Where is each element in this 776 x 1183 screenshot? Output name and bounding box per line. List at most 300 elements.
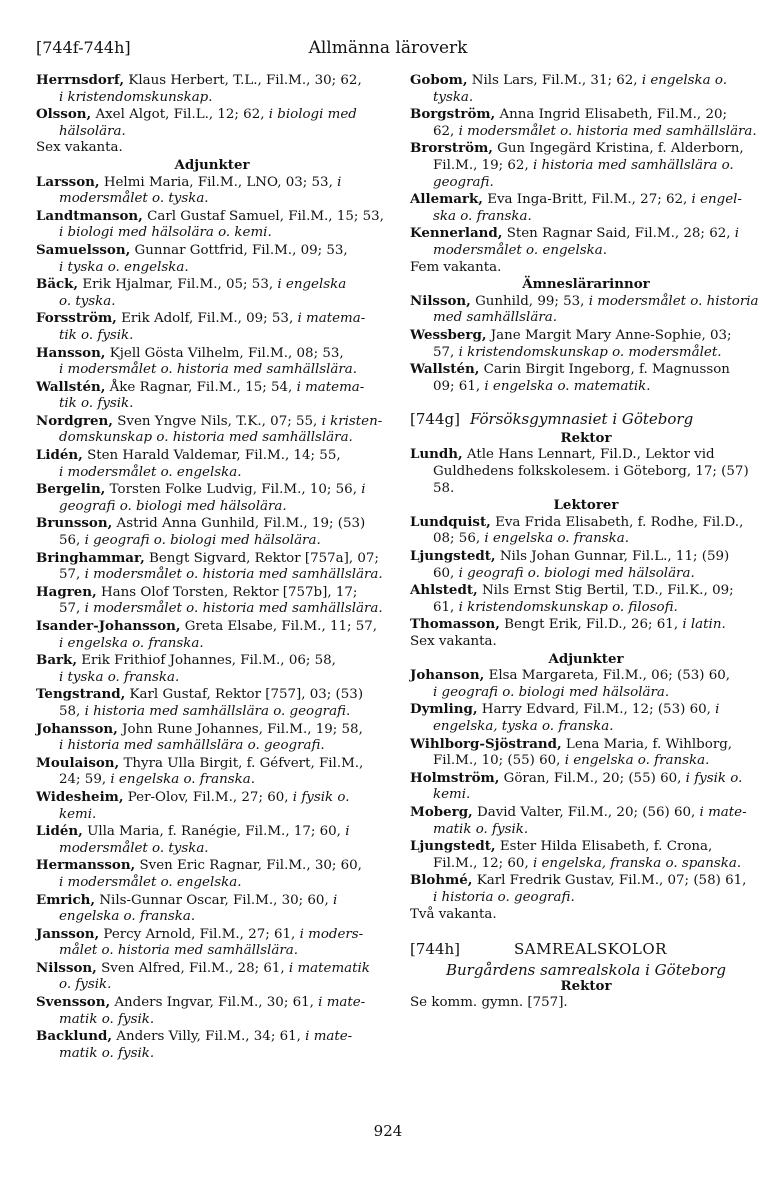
entry-continuation bbox=[36, 636, 388, 653]
entry-continuation bbox=[36, 807, 388, 824]
entry-subjects: i tyska o. engelska. bbox=[59, 259, 189, 275]
entry-name: Lidén, bbox=[36, 823, 83, 840]
entry-first-line bbox=[36, 721, 388, 739]
section-code: [744h] bbox=[410, 940, 460, 959]
entry-first-line bbox=[36, 1028, 388, 1046]
entry-continuation bbox=[410, 90, 762, 107]
subheading-lektorer: Lektorer bbox=[553, 497, 619, 514]
entry-text: 61, bbox=[433, 599, 455, 615]
page-number: 924 bbox=[373, 1122, 403, 1140]
entry-continuation bbox=[410, 310, 762, 327]
entry-text: Fil.M., 19; 62, bbox=[433, 157, 529, 173]
list-item bbox=[36, 276, 388, 310]
entry-name: Wallstén, bbox=[410, 361, 480, 378]
list-item bbox=[36, 208, 388, 242]
entry-name: Moulaison, bbox=[36, 754, 120, 771]
entry-subjects: i bbox=[734, 226, 740, 242]
section-title: Försöksgymnasiet i Göteborg bbox=[469, 410, 694, 429]
entry-continuation bbox=[36, 875, 388, 892]
list-item bbox=[36, 515, 388, 549]
entry-continuation bbox=[36, 191, 388, 208]
entry-text: Thyra Ulla Birgit, f. Géfvert, Fil.M., bbox=[123, 755, 364, 771]
entry-text: Helmi Maria, Fil.M., LNO, 03; 53, bbox=[103, 174, 333, 190]
entry-first-line bbox=[36, 755, 388, 773]
entry-name: Svensson, bbox=[36, 994, 111, 1011]
list-item bbox=[36, 892, 388, 926]
list-item bbox=[410, 191, 762, 225]
section-heading-744g bbox=[410, 411, 762, 428]
section-title: SAMREALSKOLOR bbox=[514, 940, 667, 959]
entry-subjects: i bbox=[715, 702, 720, 718]
entry-text: Bengt Erik, Fil.D., 26; 61, bbox=[504, 617, 679, 633]
entry-subjects: i fysik o. bbox=[685, 770, 743, 786]
entry-text: John Rune Johannes, Fil.M., 19; 58, bbox=[122, 721, 363, 737]
entry-name: Brunsson, bbox=[36, 515, 113, 532]
list-item bbox=[36, 960, 388, 994]
subheading-adjunkter: Adjunkter bbox=[548, 650, 624, 667]
subheading-rektor: Rektor bbox=[560, 978, 612, 995]
list-item bbox=[410, 225, 762, 259]
entry-text: Eva Frida Elisabeth, f. Rodhe, Fil.D., bbox=[495, 514, 744, 530]
list-item bbox=[410, 667, 762, 701]
entry-subjects: matik o. fysik. bbox=[59, 1011, 155, 1027]
entry-name: Hansson, bbox=[36, 344, 106, 361]
entry-name: Nilsson, bbox=[410, 292, 471, 309]
entry-text: Greta Elsabe, Fil.M., 11; 57, bbox=[184, 619, 378, 634]
entry-first-line bbox=[410, 770, 762, 788]
entry-name: Hagren, bbox=[36, 583, 97, 600]
entry-first-line bbox=[410, 514, 762, 532]
list-item bbox=[410, 140, 762, 191]
list-item bbox=[410, 872, 762, 906]
list-item bbox=[410, 770, 762, 804]
entry-name: Holmström, bbox=[410, 769, 500, 786]
entry-continuation bbox=[36, 841, 388, 858]
entry-text: Klaus Herbert, T.L., Fil.M., 30; 62, bbox=[128, 73, 362, 88]
entry-subjects: tik o. fysik. bbox=[59, 396, 134, 412]
list-item bbox=[36, 550, 388, 584]
entry-name: Bergelin, bbox=[36, 481, 106, 498]
entry-continuation bbox=[36, 362, 388, 379]
entry-text: Sven Alfred, Fil.M., 28; 61, bbox=[101, 960, 285, 976]
list-item bbox=[36, 755, 388, 789]
entry-first-line bbox=[410, 327, 762, 345]
reference-note: Se komm. gymn. [757]. bbox=[410, 994, 568, 1010]
entry-name: Lidén, bbox=[36, 447, 83, 464]
entry-first-line bbox=[36, 447, 388, 465]
entry-text: Karl Fredrik Gustav, Fil.M., 07; (58) 61, bbox=[476, 873, 747, 889]
list-item bbox=[36, 926, 388, 960]
entry-subjects: i modersmålet o. engelska. bbox=[59, 464, 242, 480]
entry-continuation bbox=[36, 1012, 388, 1029]
entry-subjects: tyska. bbox=[433, 89, 474, 105]
entry-text: 57, bbox=[59, 601, 81, 617]
entry-text: Axel Algot, Fil.L., 12; 62, bbox=[95, 107, 265, 123]
entry-text: 57, bbox=[59, 567, 81, 583]
entry-name: Blohmé, bbox=[410, 872, 473, 889]
vacancy-note: Sex vakanta. bbox=[410, 634, 497, 649]
entry-subjects: i kristendomskunskap. bbox=[59, 89, 213, 105]
entry-subjects: i tyska o. franska. bbox=[59, 669, 180, 685]
entry-continuation bbox=[36, 1046, 388, 1063]
list-item bbox=[36, 310, 388, 344]
page-title: Allmänna läroverk bbox=[308, 38, 468, 58]
list-item bbox=[36, 242, 388, 276]
entry-subjects: i engelska o. franska. bbox=[484, 531, 629, 547]
list-item bbox=[36, 174, 388, 208]
entry-continuation bbox=[410, 600, 762, 617]
entry-continuation bbox=[410, 856, 762, 873]
entry-name: Hermansson, bbox=[36, 857, 136, 874]
entry-text: 24; 59, bbox=[59, 772, 107, 788]
entry-first-line bbox=[36, 379, 388, 397]
entry-first-line bbox=[36, 618, 388, 636]
entry-name: Bark, bbox=[36, 652, 77, 669]
entry-text: Torsten Folke Ludvig, Fil.M., 10; 56, bbox=[109, 482, 357, 498]
entry-subjects: i modersmålet o. historia med samhällslära. bbox=[84, 601, 383, 617]
entry-continuation bbox=[36, 601, 388, 618]
vacancy-note: Två vakanta. bbox=[410, 906, 497, 922]
entry-subjects: kemi. bbox=[433, 787, 471, 803]
entry-name: Tengstrand, bbox=[36, 686, 126, 703]
entry-subjects: o. fysik. bbox=[59, 977, 112, 993]
entry-continuation bbox=[36, 533, 388, 550]
list-item bbox=[36, 994, 388, 1028]
entry-name: Lundh, bbox=[410, 446, 463, 463]
entry-subjects: i matema- bbox=[296, 379, 365, 395]
entry-text: Guldhedens folkskolesem. i Göteborg, 17; (57) bbox=[433, 464, 749, 480]
list-item bbox=[36, 686, 388, 720]
list-item bbox=[410, 548, 762, 582]
list-item bbox=[36, 447, 388, 481]
entry-continuation bbox=[36, 670, 388, 687]
entry-first-line bbox=[36, 106, 388, 124]
list-item bbox=[36, 618, 388, 652]
entry-text: Sven Eric Ragnar, Fil.M., 30; 60, bbox=[139, 858, 362, 874]
entry-first-line bbox=[410, 72, 762, 90]
list-item bbox=[36, 106, 388, 140]
entry-name: Bäck, bbox=[36, 276, 79, 293]
entry-first-line bbox=[410, 361, 762, 379]
entry-name: Backlund, bbox=[36, 1028, 113, 1045]
list-item bbox=[410, 616, 762, 634]
entry-subjects: geografi o. biologi med hälsolära. bbox=[59, 498, 287, 514]
entry-text: Nils-Gunnar Oscar, Fil.M., 30; 60, bbox=[99, 892, 329, 908]
entry-first-line bbox=[36, 857, 388, 875]
entry-first-line bbox=[410, 191, 762, 209]
vacancy-note: Sex vakanta. bbox=[36, 140, 123, 156]
entry-first-line bbox=[410, 616, 762, 634]
entry-subjects: kemi. bbox=[59, 806, 97, 822]
vacancy-note: Fem vakanta. bbox=[410, 259, 502, 275]
entry-text: Fil.M., 10; (55) 60, bbox=[433, 753, 561, 769]
subheading-rektor: Rektor bbox=[560, 429, 612, 446]
entry-first-line bbox=[36, 413, 388, 431]
entry-first-line bbox=[36, 276, 388, 294]
list-item bbox=[36, 823, 388, 857]
entry-text: 58. bbox=[433, 480, 455, 496]
entry-first-line bbox=[36, 926, 388, 944]
entry-continuation bbox=[36, 260, 388, 277]
entry-first-line bbox=[410, 582, 762, 600]
entry-subjects: engelska, tyska o. franska. bbox=[433, 718, 614, 734]
entry-first-line bbox=[36, 310, 388, 328]
entry-name: Nordgren, bbox=[36, 412, 113, 429]
list-item bbox=[36, 652, 388, 686]
entry-continuation bbox=[410, 787, 762, 804]
entry-text: Fil.M., 12; 60, bbox=[433, 855, 529, 871]
entry-text: Astrid Anna Gunhild, Fil.M., 19; (53) bbox=[116, 516, 366, 532]
entry-first-line bbox=[36, 550, 388, 568]
entry-subjects: matik o. fysik. bbox=[59, 1045, 155, 1061]
entry-subjects: i geografi o. biologi med hälsolära. bbox=[84, 533, 321, 549]
entry-name: Wihlborg-Sjöstrand, bbox=[410, 735, 562, 752]
list-item bbox=[410, 327, 762, 361]
entry-continuation bbox=[410, 124, 762, 141]
entry-first-line bbox=[410, 293, 762, 311]
entry-text: Sten Ragnar Said, Fil.M., 28; 62, bbox=[506, 226, 731, 242]
entry-subjects: i engelska o. franska. bbox=[59, 635, 204, 651]
entry-subjects: i modersmålet o. historia med samhällslära. bbox=[84, 567, 383, 583]
entry-subjects: i biologi med hälsolära o. kemi. bbox=[59, 225, 272, 241]
entry-first-line bbox=[410, 736, 762, 754]
list-item bbox=[36, 379, 388, 413]
entry-subjects: i engelska bbox=[277, 277, 347, 293]
entry-subjects: i modersmålet o. historia bbox=[588, 293, 759, 309]
entry-name: Larsson, bbox=[36, 173, 100, 190]
entry-subjects: i moders- bbox=[299, 926, 364, 942]
entry-name: Widesheim, bbox=[36, 788, 124, 805]
entry-continuation bbox=[410, 531, 762, 548]
entry-continuation bbox=[410, 175, 762, 192]
entry-subjects: i historia o. geografi. bbox=[433, 889, 575, 905]
entry-subjects: i matematik bbox=[288, 960, 370, 976]
entry-first-line bbox=[36, 652, 388, 670]
entry-name: Gobom, bbox=[410, 72, 468, 88]
entry-continuation bbox=[36, 909, 388, 926]
entry-subjects: i bbox=[332, 892, 338, 908]
list-item bbox=[410, 838, 762, 872]
entry-subjects: med samhällslära. bbox=[433, 310, 557, 326]
entry-text: Sven Yngve Nils, T.K., 07; 55, bbox=[117, 413, 318, 429]
entry-text: Bengt Sigvard, Rektor [757a], 07; bbox=[149, 550, 379, 566]
entry-text: Percy Arnold, Fil.M., 27; 61, bbox=[103, 926, 296, 942]
entry-name: Johansson, bbox=[36, 720, 118, 737]
entry-name: Forsström, bbox=[36, 310, 117, 327]
list-item bbox=[410, 361, 762, 395]
entry-continuation bbox=[36, 567, 388, 584]
entry-text: 60, bbox=[433, 565, 455, 581]
entry-continuation bbox=[410, 209, 762, 226]
entry-name: Ljungstedt, bbox=[410, 838, 496, 855]
entry-name: Kennerland, bbox=[410, 225, 503, 242]
list-item bbox=[410, 106, 762, 140]
entry-text: Lena Maria, f. Wihlborg, bbox=[565, 736, 733, 752]
entry-first-line bbox=[36, 960, 388, 978]
entry-name: Thomasson, bbox=[410, 616, 500, 633]
entry-continuation bbox=[36, 124, 388, 141]
entry-continuation bbox=[36, 465, 388, 482]
entry-first-line bbox=[36, 345, 388, 363]
entry-subjects: o. tyska. bbox=[59, 293, 116, 309]
entry-text: 58, bbox=[59, 703, 81, 719]
list-item bbox=[410, 804, 762, 838]
entry-first-line bbox=[36, 994, 388, 1012]
entry-text: Carl Gustaf Samuel, Fil.M., 15; 53, bbox=[147, 208, 384, 224]
entry-name: Bringhammar, bbox=[36, 549, 145, 566]
entry-continuation bbox=[410, 158, 762, 175]
entry-subjects: tik o. fysik. bbox=[59, 327, 134, 343]
entry-continuation bbox=[410, 822, 762, 839]
entry-name: Olsson, bbox=[36, 106, 92, 123]
entry-subjects: i engelska o. bbox=[641, 73, 727, 88]
entry-first-line bbox=[36, 515, 388, 533]
entry-name: Samuelsson, bbox=[36, 241, 131, 258]
entry-name: Herrnsdorf, bbox=[36, 72, 125, 88]
entry-continuation bbox=[36, 294, 388, 311]
entry-subjects: geografi. bbox=[433, 174, 494, 190]
entry-text: Per-Olov, Fil.M., 27; 60, bbox=[127, 789, 289, 805]
list-item bbox=[36, 72, 388, 106]
entry-text: Hans Olof Torsten, Rektor [757b], 17; bbox=[100, 584, 358, 600]
entry-text: David Valter, Fil.M., 20; (56) 60, bbox=[476, 804, 696, 820]
entry-text: Erik Hjalmar, Fil.M., 05; 53, bbox=[82, 277, 274, 293]
entry-subjects: i modersmålet o. engelska. bbox=[59, 874, 242, 890]
entry-text: Erik Frithiof Johannes, Fil.M., 06; 58, bbox=[81, 653, 336, 669]
entry-text: Nils Lars, Fil.M., 31; 62, bbox=[471, 73, 638, 88]
entry-text: Erik Adolf, Fil.M., 09; 53, bbox=[121, 311, 294, 327]
school-name: Burgårdens samrealskola i Göteborg bbox=[445, 960, 727, 979]
entry-name: Ahlstedt, bbox=[410, 582, 478, 599]
entry-text: Anna Ingrid Elisabeth, Fil.M., 20; bbox=[499, 107, 727, 123]
entry-subjects: i bbox=[345, 824, 350, 840]
entry-subjects: engelska o. franska. bbox=[59, 909, 196, 925]
entry-first-line bbox=[36, 72, 388, 90]
entry-name: Isander-Johansson, bbox=[36, 618, 181, 634]
entry-text: 08; 56, bbox=[433, 531, 481, 547]
entry-subjects: modersmålet o. tyska. bbox=[59, 191, 209, 207]
entry-text: Nils Ernst Stig Bertil, T.D., Fil.K., 09; bbox=[481, 583, 734, 599]
entry-text: Ulla Maria, f. Ranégie, Fil.M., 17; 60, bbox=[87, 824, 341, 840]
entry-name: Jansson, bbox=[36, 925, 100, 942]
entry-subjects: domskunskap o. historia med samhällslära. bbox=[59, 430, 353, 446]
entry-subjects: i engelska o. franska. bbox=[564, 753, 710, 769]
entry-first-line bbox=[36, 174, 388, 192]
entry-subjects: i kristen- bbox=[321, 413, 383, 429]
entry-subjects: i historia med samhällslära o. geografi. bbox=[84, 703, 351, 719]
list-item bbox=[410, 582, 762, 616]
entry-first-line bbox=[36, 481, 388, 499]
entry-subjects: i latin. bbox=[682, 617, 726, 633]
section-code: [744g] bbox=[410, 410, 460, 429]
entry-text: Nils Johan Gunnar, Fil.L., 11; (59) bbox=[499, 549, 730, 565]
entry-subjects: i mate- bbox=[318, 995, 366, 1011]
list-item bbox=[36, 481, 388, 515]
entry-continuation bbox=[36, 499, 388, 516]
entry-first-line bbox=[410, 106, 762, 124]
entry-text: Harry Edvard, Fil.M., 12; (53) 60, bbox=[481, 702, 711, 718]
entry-continuation bbox=[36, 943, 388, 960]
entry-text: Anders Villy, Fil.M., 34; 61, bbox=[116, 1029, 301, 1045]
list-item bbox=[36, 413, 388, 447]
entry-continuation bbox=[36, 738, 388, 755]
list-item bbox=[410, 293, 762, 327]
list-item bbox=[410, 736, 762, 770]
entry-subjects: i modersmålet o. historia med samhällslära. bbox=[59, 362, 358, 378]
entry-continuation bbox=[410, 345, 762, 362]
left-column bbox=[36, 72, 388, 1062]
list-item bbox=[410, 446, 762, 497]
entry-first-line bbox=[36, 208, 388, 226]
entry-first-line bbox=[410, 838, 762, 856]
entry-subjects: i kristendomskunskap o. modersmålet. bbox=[458, 344, 722, 360]
entry-continuation bbox=[410, 890, 762, 907]
entry-first-line bbox=[36, 686, 388, 704]
entry-first-line bbox=[410, 667, 762, 685]
entry-continuation bbox=[36, 430, 388, 447]
entry-continuation bbox=[36, 396, 388, 413]
entry-subjects: i mate- bbox=[305, 1029, 353, 1045]
entry-subjects: i historia med samhällslära o. geografi. bbox=[59, 738, 325, 754]
entry-subjects: i geografi o. biologi med hälsolära. bbox=[433, 684, 670, 700]
entry-first-line bbox=[36, 789, 388, 807]
entry-first-line bbox=[36, 823, 388, 841]
entry-subjects: i fysik o. bbox=[292, 789, 350, 805]
entry-continuation bbox=[36, 90, 388, 107]
entry-continuation bbox=[410, 719, 762, 736]
list-item bbox=[36, 345, 388, 379]
entry-continuation bbox=[410, 566, 762, 583]
entry-subjects: i modersmålet o. historia med samhällslära. bbox=[458, 123, 757, 139]
entry-subjects: i biologi med bbox=[268, 107, 357, 123]
section-heading-744h bbox=[410, 941, 762, 958]
entry-name: Moberg, bbox=[410, 803, 473, 820]
entry-continuation bbox=[36, 704, 388, 721]
subheading-adjunkter: Adjunkter bbox=[174, 156, 250, 173]
entry-name: Landtmanson, bbox=[36, 207, 143, 224]
entry-subjects: i engelska, franska o. spanska. bbox=[532, 855, 742, 871]
entry-name: Allemark, bbox=[410, 191, 483, 208]
entry-text: Jane Margit Mary Anne-Sophie, 03; bbox=[490, 327, 732, 343]
entry-first-line bbox=[36, 892, 388, 910]
entry-name: Borgström, bbox=[410, 106, 496, 123]
list-item bbox=[410, 514, 762, 548]
entry-text: Anders Ingvar, Fil.M., 30; 61, bbox=[114, 995, 314, 1011]
entry-name: Lundquist, bbox=[410, 513, 491, 530]
entry-continuation bbox=[410, 243, 762, 260]
entry-name: Wallstén, bbox=[36, 378, 106, 395]
entry-subjects: i historia med samhällslära o. bbox=[532, 157, 734, 173]
entry-text: Gunhild, 99; 53, bbox=[475, 293, 585, 309]
entry-subjects: modersmålet o. engelska. bbox=[433, 242, 607, 258]
entry-name: Emrich, bbox=[36, 891, 96, 908]
entry-subjects: matik o. fysik. bbox=[433, 821, 529, 837]
entry-text: Ester Hilda Elisabeth, f. Crona, bbox=[499, 839, 713, 855]
entry-continuation bbox=[410, 685, 762, 702]
entry-name: Ljungstedt, bbox=[410, 548, 496, 565]
entry-text: Åke Ragnar, Fil.M., 15; 54, bbox=[109, 379, 293, 395]
list-item bbox=[410, 701, 762, 735]
entry-continuation bbox=[36, 328, 388, 345]
entry-text: 09; 61, bbox=[433, 378, 481, 394]
entry-text: Atle Hans Lennart, Fil.D., Lektor vid bbox=[466, 447, 715, 463]
entry-text: Karl Gustaf, Rektor [757], 03; (53) bbox=[129, 687, 364, 703]
entry-text: Elsa Margareta, Fil.M., 06; (53) 60, bbox=[488, 668, 731, 684]
entry-first-line bbox=[410, 804, 762, 822]
list-item bbox=[36, 1028, 388, 1062]
subheading-amneslararinnor: Ämneslärarinnor bbox=[522, 276, 650, 293]
section-code-header: [744f-744h] bbox=[36, 38, 131, 57]
